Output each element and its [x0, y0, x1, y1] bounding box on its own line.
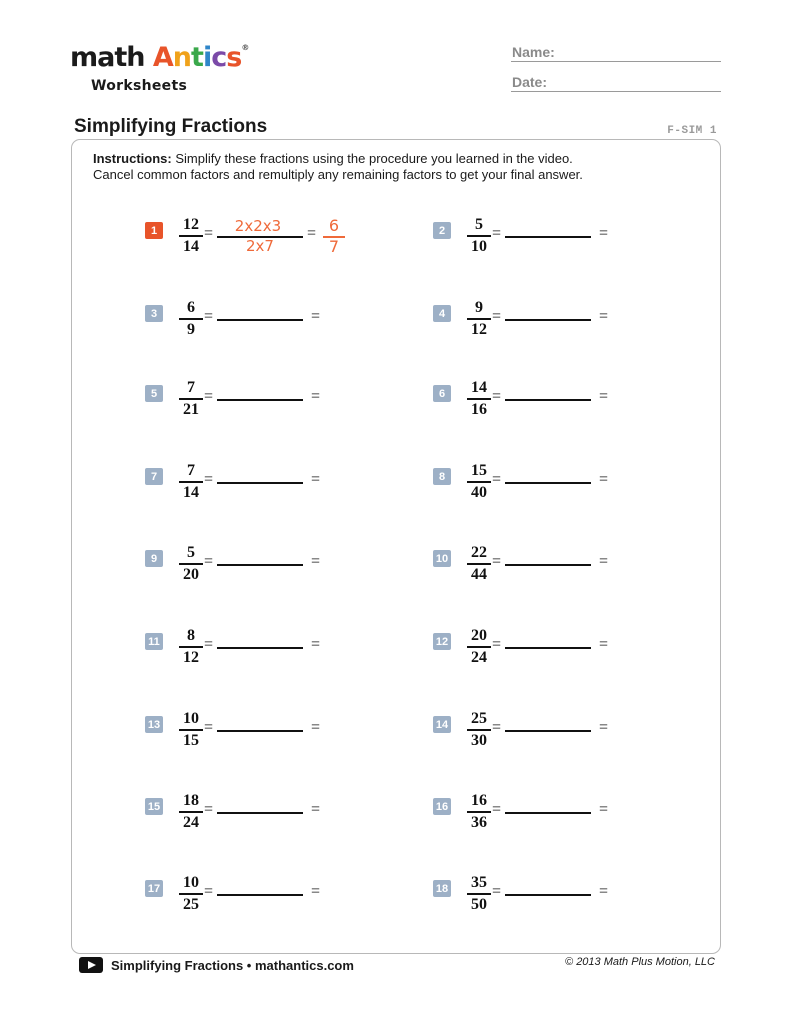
video-play-icon [79, 957, 103, 973]
equals-sign: = [204, 225, 214, 242]
fraction-numerator: 9 [475, 299, 483, 316]
fraction-denominator: 12 [471, 320, 487, 338]
equals-sign: = [204, 471, 214, 488]
problem-fraction [466, 462, 492, 502]
fraction-denominator: 24 [471, 648, 487, 666]
equals-sign: = [204, 719, 214, 736]
problem-17 [145, 874, 405, 930]
instructions-line1: Simplify these fractions using the procedure you learned in the video. [171, 151, 573, 166]
problem-3 [145, 299, 405, 355]
fraction-bar [179, 398, 203, 400]
equals-sign-final: = [311, 308, 321, 325]
problem-8 [433, 462, 693, 518]
problem-number-badge: 7 [145, 468, 163, 485]
fraction-numerator: 8 [187, 627, 195, 644]
equals-sign-final: = [311, 471, 321, 488]
work-answer-line[interactable] [217, 730, 303, 732]
problem-number-badge: 11 [145, 633, 163, 650]
problem-12 [433, 627, 693, 683]
problem-2 [433, 216, 693, 272]
fraction-bar [179, 729, 203, 731]
fraction-bar [179, 646, 203, 648]
equals-sign-final: = [599, 719, 609, 736]
fraction-denominator: 50 [471, 895, 487, 913]
equals-sign-final: = [311, 388, 321, 405]
fraction-bar [179, 563, 203, 565]
equals-sign: = [204, 801, 214, 818]
equals-sign: = [492, 471, 502, 488]
problem-13 [145, 710, 405, 766]
footer-copyright: © 2013 Math Plus Motion, LLC [565, 956, 715, 968]
fraction-numerator: 18 [183, 792, 199, 809]
worksheet-title: Simplifying Fractions [74, 116, 268, 137]
problem-fraction [178, 544, 204, 584]
logo-math: math [70, 42, 145, 73]
date-field[interactable] [511, 71, 721, 92]
example-answer-den: 7 [328, 237, 340, 256]
fraction-bar [179, 481, 203, 483]
fraction-denominator: 10 [471, 237, 487, 255]
problem-number-badge: 17 [145, 880, 163, 897]
fraction-numerator: 12 [183, 216, 199, 233]
equals-sign-final: = [599, 471, 609, 488]
fraction-numerator: 6 [187, 299, 195, 316]
problem-number-badge: 8 [433, 468, 451, 485]
fraction-bar [467, 481, 491, 483]
equals-sign: = [492, 553, 502, 570]
fraction-denominator: 40 [471, 483, 487, 501]
fraction-numerator: 5 [187, 544, 195, 561]
equals-sign: = [204, 308, 214, 325]
fraction-bar [467, 235, 491, 237]
problem-number-badge: 5 [145, 385, 163, 402]
fraction-denominator: 21 [183, 400, 199, 418]
fraction-denominator: 25 [183, 895, 199, 913]
example-denominator-work: 2x7 [246, 237, 274, 255]
equals-sign-final: = [599, 883, 609, 900]
fraction-bar [467, 811, 491, 813]
work-answer-line[interactable] [505, 730, 591, 732]
example-numerator-work: 2x2x3 [234, 217, 282, 235]
problem-number-badge: 4 [433, 305, 451, 322]
problem-number-badge: 9 [145, 550, 163, 567]
fraction-numerator: 35 [471, 874, 487, 891]
fraction-bar [467, 729, 491, 731]
equals-sign: = [492, 388, 502, 405]
problem-fraction [466, 379, 492, 419]
work-answer-line[interactable] [505, 564, 591, 566]
equals-sign-final: = [307, 225, 317, 242]
problem-number-badge: 12 [433, 633, 451, 650]
logo-antics-letter: t [191, 42, 203, 73]
work-answer-line[interactable] [217, 399, 303, 401]
problem-number-badge: 10 [433, 550, 451, 567]
problem-number-badge: 2 [433, 222, 451, 239]
fraction-denominator: 36 [471, 813, 487, 831]
problem-11 [145, 627, 405, 683]
problem-10 [433, 544, 693, 600]
fraction-numerator: 10 [183, 710, 199, 727]
work-answer-line[interactable] [217, 482, 303, 484]
problem-fraction [178, 379, 204, 419]
work-answer-line[interactable] [217, 647, 303, 649]
problem-fraction [178, 216, 204, 256]
problem-fraction [178, 792, 204, 832]
work-answer-line[interactable] [505, 812, 591, 814]
work-answer-line[interactable] [217, 564, 303, 566]
fraction-numerator: 7 [187, 462, 195, 479]
fraction-denominator: 20 [183, 565, 199, 583]
work-answer-line[interactable] [217, 894, 303, 896]
problem-18 [433, 874, 693, 930]
equals-sign: = [204, 388, 214, 405]
problem-fraction [178, 299, 204, 339]
problem-number-badge: 13 [145, 716, 163, 733]
equals-sign-final: = [311, 719, 321, 736]
problem-fraction [466, 627, 492, 667]
work-answer-line[interactable] [505, 399, 591, 401]
fraction-denominator: 24 [183, 813, 199, 831]
equals-sign: = [204, 883, 214, 900]
problem-number-badge: 16 [433, 798, 451, 815]
problem-number-badge: 6 [433, 385, 451, 402]
name-field[interactable] [511, 41, 721, 62]
example-answer-num: 6 [328, 216, 340, 235]
equals-sign-final: = [599, 801, 609, 818]
footer-link[interactable]: Simplifying Fractions • mathantics.com [111, 958, 354, 973]
work-answer-line[interactable] [217, 319, 303, 321]
problem-number-badge: 3 [145, 305, 163, 322]
problem-fraction [178, 710, 204, 750]
name-label: Name: [512, 44, 555, 60]
work-answer-line[interactable] [505, 647, 591, 649]
fraction-denominator: 12 [183, 648, 199, 666]
equals-sign-final: = [599, 308, 609, 325]
fraction-denominator: 14 [183, 237, 199, 255]
fraction-bar [467, 563, 491, 565]
instructions [93, 151, 683, 183]
logo-antics-letter: i [202, 42, 212, 73]
fraction-bar [467, 398, 491, 400]
equals-sign-final: = [599, 388, 609, 405]
equals-sign: = [492, 883, 502, 900]
fraction-bar [179, 811, 203, 813]
problem-number-badge: 18 [433, 880, 451, 897]
problem-fraction [466, 874, 492, 914]
equals-sign: = [492, 801, 502, 818]
fraction-numerator: 15 [471, 462, 487, 479]
equals-sign: = [492, 225, 502, 242]
fraction-bar [179, 893, 203, 895]
equals-sign: = [492, 308, 502, 325]
logo-wordmark [70, 44, 248, 71]
fraction-bar [179, 318, 203, 320]
equals-sign: = [492, 636, 502, 653]
fraction-denominator: 44 [471, 565, 487, 583]
logo-antics-letter: s [226, 42, 242, 73]
problem-6 [433, 379, 693, 435]
date-label: Date: [512, 74, 548, 90]
fraction-numerator: 5 [475, 216, 483, 233]
work-answer-line[interactable] [505, 482, 591, 484]
problem-fraction [466, 544, 492, 584]
fraction-bar [467, 318, 491, 320]
fraction-bar [467, 893, 491, 895]
problem-7 [145, 462, 405, 518]
work-answer-line[interactable] [505, 319, 591, 321]
fraction-denominator: 30 [471, 731, 487, 749]
equals-sign-final: = [599, 553, 609, 570]
problem-fraction [178, 874, 204, 914]
problem-9 [145, 544, 405, 600]
logo-antics-letter: A [152, 42, 173, 73]
equals-sign-final: = [311, 636, 321, 653]
work-answer-line[interactable] [217, 812, 303, 814]
work-answer-line[interactable] [505, 894, 591, 896]
fraction-numerator: 25 [471, 710, 487, 727]
equals-sign: = [492, 719, 502, 736]
fraction-numerator: 7 [187, 379, 195, 396]
fraction-denominator: 14 [183, 483, 199, 501]
logo-registered: ® [241, 43, 249, 52]
problem-5 [145, 379, 405, 435]
fraction-numerator: 14 [471, 379, 487, 396]
problem-fraction [178, 627, 204, 667]
equals-sign: = [204, 553, 214, 570]
instructions-label: Instructions: [93, 151, 172, 166]
fraction-numerator: 10 [183, 874, 199, 891]
instructions-line2: Cancel common factors and remultiply any remaining factors to get your final answer. [93, 167, 583, 182]
worksheet-code: F-SIM 1 [667, 125, 717, 137]
problem-fraction [466, 710, 492, 750]
problem-15 [145, 792, 405, 848]
problem-14 [433, 710, 693, 766]
math-antics-logo [70, 42, 249, 100]
equals-sign-final: = [311, 553, 321, 570]
problem-number-badge: 15 [145, 798, 163, 815]
equals-sign-final: = [599, 225, 609, 242]
problem-fraction [466, 792, 492, 832]
fraction-numerator: 16 [471, 792, 487, 809]
equals-sign-final: = [311, 883, 321, 900]
fraction-bar [179, 235, 203, 237]
equals-sign-final: = [599, 636, 609, 653]
equals-sign: = [204, 636, 214, 653]
logo-antics [153, 42, 241, 73]
logo-worksheets: Worksheets [91, 78, 188, 94]
problem-fraction [466, 216, 492, 256]
problem-number-badge: 14 [433, 716, 451, 733]
fraction-denominator: 9 [187, 320, 195, 338]
fraction-denominator: 16 [471, 400, 487, 418]
problem-number-badge: 1 [145, 222, 163, 239]
fraction-bar [467, 646, 491, 648]
equals-sign-final: = [311, 801, 321, 818]
problem-fraction [466, 299, 492, 339]
problem-16 [433, 792, 693, 848]
logo-antics-letter: n [172, 42, 192, 73]
problem-fraction [178, 462, 204, 502]
logo-antics-letter: c [211, 42, 227, 73]
problem-4 [433, 299, 693, 355]
fraction-numerator: 22 [471, 544, 487, 561]
fraction-numerator: 20 [471, 627, 487, 644]
work-answer-line[interactable] [505, 236, 591, 238]
fraction-denominator: 15 [183, 731, 199, 749]
